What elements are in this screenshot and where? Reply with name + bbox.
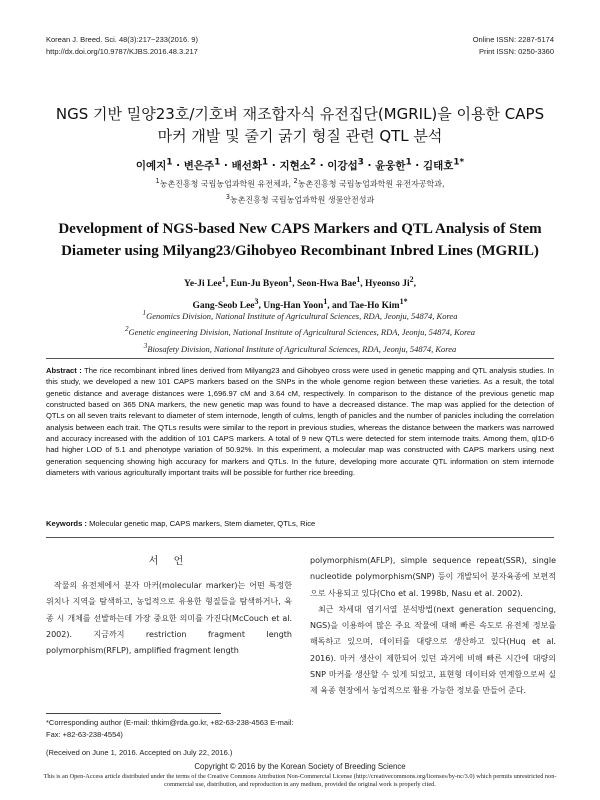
abstract-label: Abstract : [46, 366, 82, 375]
affiliation: $^3$Biosafety Division, National Institute of Agricultural Sciences, RDA, Jeonju, 54874, Korea [143, 341, 457, 354]
korean-title-line-2: 마커 개발 및 줄기 굵기 형질 관련 QTL 분석 [157, 127, 443, 145]
intro-paragraph-continued: polymorphism(AFLP), simple sequence repeat(SSR), single nucleotide polymorphism(SNP) 등이 개발되어 분자육종에 보편적으로 사용되고 있다(Cho et al. 1998b, Nasu et al. 2002). [310, 556, 556, 598]
korean-affiliations [60, 175, 540, 207]
corresponding-author: *Corresponding author (E-mail: thkim@rda.go.kr, +82-63-238-4563 E-mail: Fax: +82-63-238-4554) [46, 718, 294, 739]
left-column [46, 555, 292, 659]
affiliation: $^1$Genomics Division, National Institute of Agricultural Sciences, RDA, Jeonju, 54874, Korea [142, 309, 458, 321]
doi-link[interactable]: http://dx.doi.org/10.9787/KJBS.2016.48.3.217 [46, 47, 198, 56]
korean-authors: 이예지$^1$ · 변은주$^1$ · 배선화$^1$ · 지현소$^2$ · 이강섭$^3$ · 윤웅한$^1$ · 김태호$^{1*}$ [135, 157, 465, 172]
right-column [310, 553, 556, 700]
intro-paragraph: 최근 차세대 염기서열 분석방법(next generation sequencing, NGS)을 이용하여 많은 주요 작물에 대해 빠른 속도로 유전체 정보를 해독하고 있으며, 데이터를 대량으로 생산하고 있다(Huq et al. 2016). 마커 생산이 제한되어 있던 과거에 비해 빠른 시간에 대량의 SNP 마커를 생산할 수 있게 되었고, 표현형 데이터와 연계함으로써 실제 육종 현장에서 농업적으로 활용 가능한 정보를 만들어 준다. [310, 604, 556, 696]
korean-affiliation-line-2: $^3$농촌진흥청 국립농업과학원 생물안전성과 [225, 193, 375, 205]
abstract [46, 365, 554, 478]
license-text: This is an Open-Access article distributed under the terms of the Creative Commons Attribution Non-Commercial License (http://creativecommons.org/licenses/by-nc/3.0) which permits unrestricted non-commercial use, distribution, and reproduction in any medium, provided the original work is properly cited. [43, 773, 557, 788]
footnote [46, 717, 296, 759]
issn-header [473, 34, 554, 58]
korean-affiliation-line-1: $^1$농촌진흥청 국립농업과학원 유전체과, $^2$농촌진흥청 국립농업과학원 유전자공학과, [155, 177, 445, 189]
author: 배선화$^1$ [231, 157, 269, 172]
korean-title [40, 103, 560, 147]
author: 이예지$^1$ [135, 157, 173, 172]
author: 지현소$^2$ [279, 157, 316, 172]
keywords-bottom-rule [46, 537, 554, 538]
english-authors-line-1: Ye-Ji Lee$^1$, Eun-Ju Byeon$^1$, Seon-Hwa Bae$^1$, Hyeonso Ji$^2$, [184, 275, 416, 290]
online-issn: Online ISSN: 2287-5174 [472, 35, 554, 44]
journal-citation: Korean J. Breed. Sci. 48(3):217~233(2016. 9) [46, 35, 198, 44]
keywords-text: Molecular genetic map, CAPS markers, Stem diameter, QTLs, Rice [89, 519, 316, 528]
received-dates: (Received on June 1, 2016. Accepted on July 22, 2016.) [46, 748, 233, 757]
english-authors-line-2: Gang-Seob Lee$^3$, Ung-Han Yoon$^1$, and Tae-Ho Kim$^{1*}$ [192, 297, 408, 312]
copyright: Copyright © 2016 by the Korean Society of Breeding Science [194, 762, 406, 771]
abstract-text: The rice recombinant inbred lines derived from Milyang23 and Gihobyeo cross were used in genetic mapping and QTL analysis studies. In this study, we developed a new 101 CAPS markers based on the SNPs in the whole genome region between these varieties. As a result, the total genetic distance and average distances were 1,696.97 cM and 3.64 cM, respectively. In comparison to the distance of the previous genetic map constructed based on 365 DNA markers, the new genetic map was found to have a decreased distance. The map was applied for the detection of QTLs on all seven traits relevant to diameter of stem internode, length of culms, length of panicles and the number of panicles including the correlation analysis between each trait. The QTLs results were similar to the report in previous studies, whereas the distance between the markers was narrowed and accuracy increased with the addition of 101 CAPS markers. A total of 9 new QTLs were detected for stem internode traits. Among them, ql1D-6 had higher LOD of 5.1 and phenotype variation of 50.92%. In this experiment, a molecular map was constructed with CAPS markers using next generation sequencing showing high accuracy for markers and QTLs. In the future, developing more accurate QTL information on stem internode diameters with various agriculturally important traits will be possible for further rice breeding. [46, 366, 554, 478]
print-issn: Print ISSN: 0250-3360 [478, 47, 554, 56]
footnote-rule [46, 713, 221, 714]
keywords-label: Keywords : [46, 519, 87, 528]
affiliation: $^2$Genetic engineering Division, National Institute of Agricultural Sciences, RDA, Jeonju, 54874, Korea [124, 325, 476, 338]
english-title-line-2: Diameter using Milyang23/Gihobyeo Recombinant Inbred Lines (MGRIL) [61, 243, 539, 259]
english-title-line-1: Development of NGS-based New CAPS Markers and QTL Analysis of Stem [58, 221, 542, 237]
english-title [40, 218, 560, 262]
author: 이강섭$^3$ [327, 157, 364, 172]
abstract-top-rule [46, 358, 554, 359]
keywords [46, 518, 554, 530]
intro-paragraph: 작물의 유전체에서 분자 마커(molecular marker)는 어떤 특정한 위치나 지역을 탐색하고, 농업적으로 유용한 형질들을 탐색하거나, 육종 시 개체를 선발하는데 가장 중요한 의미를 가진다(McCouch et al. 2002). 지금까지 restriction fragment length polymorphism(RFLP), amplified fragment length [46, 581, 292, 656]
author: 윤웅한$^1$ [375, 157, 412, 172]
author: 변은주$^1$ [183, 157, 221, 172]
korean-title-line-1: NGS 기반 밀양23호/기호벼 재조합자식 유전집단(MGRIL)을 이용한 CAPS [55, 105, 545, 123]
section-heading: 서 언 [148, 556, 190, 567]
author: 김태호$^{1*}$ [422, 157, 465, 172]
english-affiliations [40, 307, 560, 356]
journal-header [46, 34, 198, 58]
